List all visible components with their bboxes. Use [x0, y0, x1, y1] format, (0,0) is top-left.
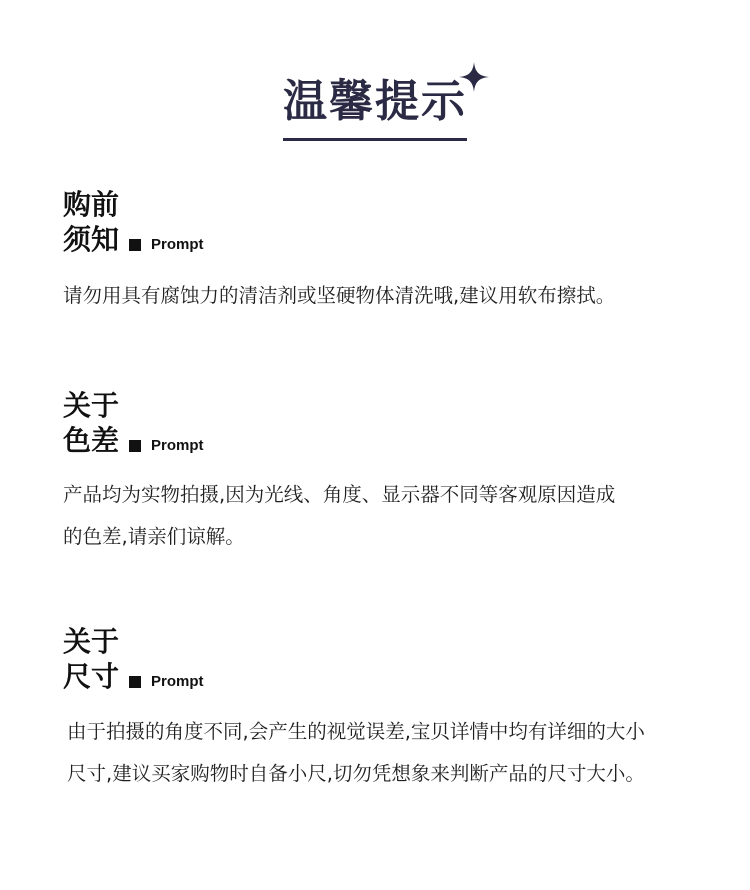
square-bullet-icon	[129, 239, 141, 251]
section-body	[67, 711, 645, 795]
square-bullet-icon	[129, 676, 141, 688]
section-heading-row	[63, 222, 204, 257]
section-body-line: 尺寸,建议买家购物时自备小尺,切勿凭想象来判断产品的尺寸大小。	[67, 762, 645, 785]
section-heading-row	[63, 659, 204, 694]
page-title	[283, 72, 467, 141]
title-area	[0, 72, 750, 141]
section-body	[63, 474, 615, 558]
section-body-line: 请勿用具有腐蚀力的清洁剂或坚硬物体清洗哦,建议用软布擦拭。	[63, 284, 616, 307]
square-bullet-icon	[129, 440, 141, 452]
section-body-line: 的色差,请亲们谅解。	[63, 525, 245, 548]
section-heading-line2: 尺寸	[63, 660, 120, 693]
section-color-difference	[63, 388, 204, 458]
section-heading-line1: 关于	[63, 389, 120, 422]
section-heading-line2: 须知	[63, 223, 120, 256]
section-tag: Prompt	[151, 673, 204, 690]
section-before-purchase	[63, 187, 204, 257]
section-heading-line1: 关于	[63, 625, 120, 658]
section-tag: Prompt	[151, 437, 204, 454]
section-tag: Prompt	[151, 236, 204, 253]
section-body	[63, 275, 615, 317]
page-title-text: 温馨提示	[283, 76, 467, 127]
section-body-line: 产品均为实物拍摄,因为光线、角度、显示器不同等客观原因造成	[63, 483, 616, 506]
section-heading-row	[63, 423, 204, 458]
sparkle-icon	[459, 62, 489, 92]
section-heading-line1: 购前	[63, 188, 120, 221]
section-size	[63, 624, 204, 694]
section-body-line: 由于拍摄的角度不同,会产生的视觉误差,宝贝详情中均有详细的大小	[67, 720, 645, 743]
section-heading-line2: 色差	[63, 424, 120, 457]
